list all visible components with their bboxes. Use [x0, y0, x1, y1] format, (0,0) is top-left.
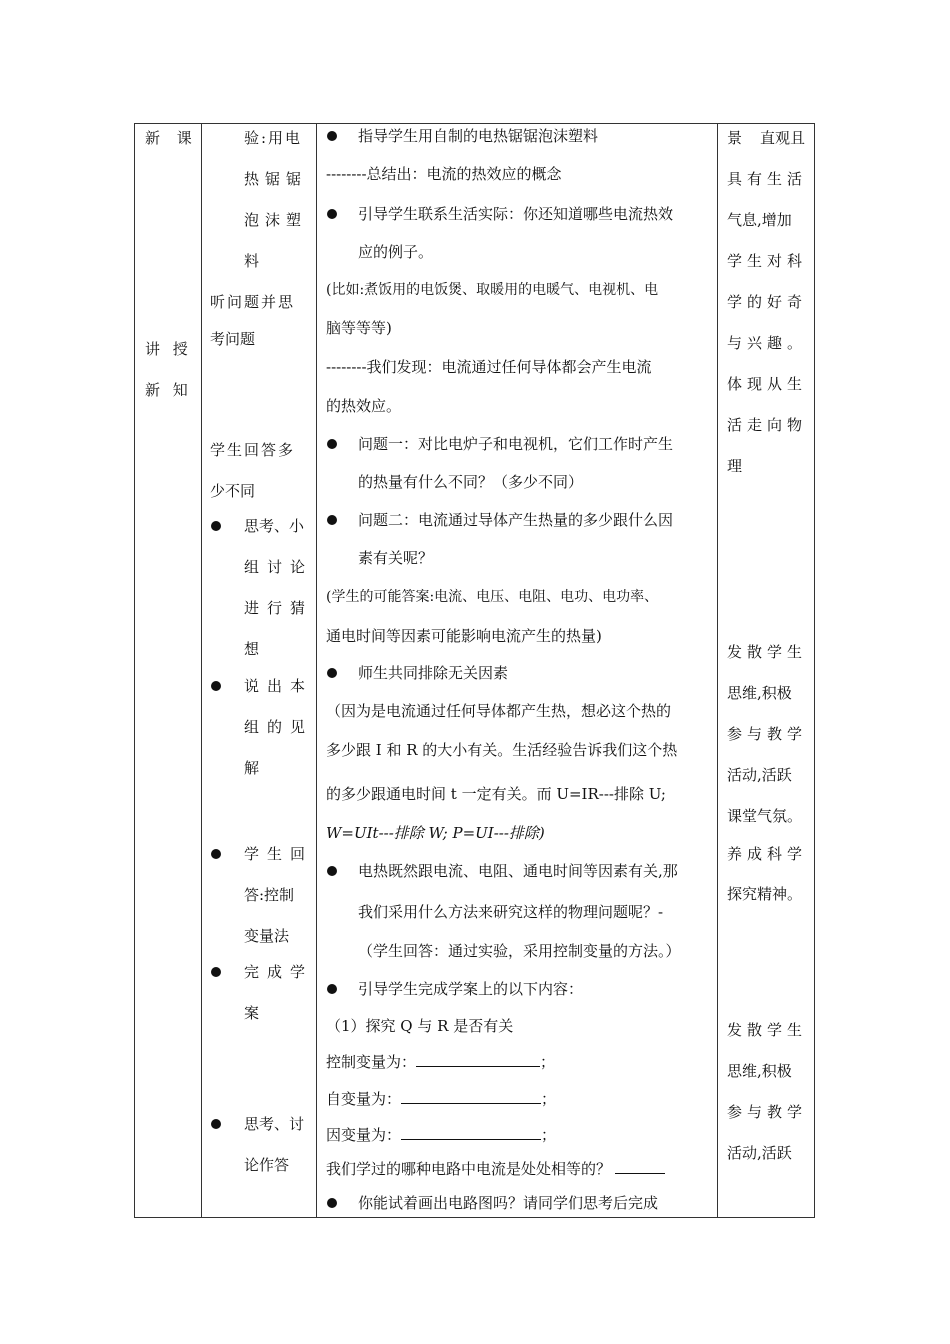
worksheet-label: 因变量为：: [326, 1126, 402, 1144]
design-intent-text: 课堂气氛。: [727, 807, 803, 825]
stage-label: 讲 授: [145, 340, 192, 358]
answer-blank: [615, 1159, 665, 1174]
student-activity-text: 组的见: [244, 718, 314, 736]
design-intent-text: [727, 128, 805, 148]
bullet-icon: [327, 209, 337, 219]
column-divider: [201, 123, 202, 1218]
design-intent-text: 具有生活: [727, 170, 808, 188]
design-intent-text: 参与教学: [727, 725, 808, 743]
teacher-activity-text: 引导学生联系生活实际：你还知道哪些电流热效: [358, 205, 674, 223]
design-intent-text: 活动,活跃: [727, 1144, 792, 1162]
teacher-activity-text: 通电时间等因素可能影响电流产生的热量): [326, 627, 602, 645]
worksheet-label: 我们学过的哪种电路中电流是处处相等的？: [326, 1160, 612, 1178]
teacher-activity-text: 你能试着画出电路图吗？请同学们思考后完成: [358, 1194, 659, 1212]
teacher-activity-text: 应的例子。: [358, 243, 434, 261]
student-activity-text: 组讨论: [244, 558, 314, 576]
student-activity-text: 想: [244, 640, 260, 658]
design-intent-text: 理: [727, 457, 743, 475]
design-intent-word: 景: [727, 129, 743, 147]
student-activity-text: 验:用电: [244, 129, 303, 147]
student-activity-text: 案: [244, 1004, 260, 1022]
student-activity-text: 思考、小: [244, 517, 305, 535]
teacher-activity-text: 电热既然跟电流、电阻、通电时间等因素有关,那: [358, 862, 678, 880]
bullet-icon: [211, 849, 221, 859]
design-intent-text: 学的好奇: [727, 293, 808, 311]
teacher-activity-text: W=UIt---排除 W; P=UI---排除): [326, 824, 545, 842]
design-intent-text: 探究精神。: [727, 885, 803, 903]
design-intent-text: 发散学生: [727, 1021, 808, 1039]
student-activity-text: 听问题并思: [210, 293, 296, 311]
design-intent-text: 学生对科: [727, 252, 808, 270]
bullet-icon: [327, 668, 337, 678]
design-intent-text: 思维,积极: [727, 1062, 792, 1080]
design-intent-text: 发散学生: [727, 643, 808, 661]
teacher-activity-text: --------我们发现：电流通过任何导体都会产生电流: [326, 358, 652, 376]
teacher-activity-text: 问题二：电流通过导体产生热量的多少跟什么因: [358, 511, 674, 529]
worksheet-line: [326, 1089, 556, 1109]
bullet-icon: [211, 681, 221, 691]
bullet-icon: [211, 1119, 221, 1129]
teacher-activity-text: （学生回答：通过实验，采用控制变量的方法。）: [358, 942, 681, 960]
worksheet-label: 控制变量为：: [326, 1053, 417, 1071]
teacher-activity-text: 素有关呢？: [358, 549, 434, 567]
teacher-activity-text: 的多少跟通电时间 t 一定有关。而 U=IR---排除 U;: [326, 785, 666, 803]
student-activity-text: 完成学: [244, 963, 314, 981]
design-intent-text: 参与教学: [727, 1103, 808, 1121]
student-activity-text: 变量法: [244, 927, 290, 945]
bullet-icon: [211, 521, 221, 531]
student-activity-text: 料: [244, 252, 260, 270]
design-intent-text: 活动,活跃: [727, 766, 792, 784]
teacher-activity-text: 脑等等等): [326, 319, 392, 337]
design-intent-text: 与兴趣。: [727, 334, 808, 352]
student-activity-text: 少不同: [210, 482, 256, 500]
design-intent-text: 思维,积极: [727, 684, 792, 702]
semicolon: ；: [541, 1090, 557, 1108]
design-intent-text: 气息,增加: [727, 211, 792, 229]
teacher-activity-text: 的热量有什么不同？（多少不同）: [358, 473, 584, 491]
design-intent-text: 活走向物: [727, 416, 808, 434]
worksheet-line: [326, 1125, 556, 1145]
answer-blank: [401, 1089, 541, 1104]
teacher-activity-text: 引导学生完成学案上的以下内容：: [358, 980, 584, 998]
bullet-icon: [211, 967, 221, 977]
bullet-icon: [327, 1198, 337, 1208]
stage-label: 新 知: [145, 381, 192, 399]
answer-blank: [401, 1125, 541, 1140]
design-intent-text: 体现从生: [727, 375, 808, 393]
stage-label: 新 课: [145, 129, 198, 147]
student-activity-text: 说出本: [244, 677, 314, 695]
bullet-icon: [327, 439, 337, 449]
bullet-icon: [327, 984, 337, 994]
teacher-activity-text: --------总结出：电流的热效应的概念: [326, 165, 562, 183]
design-intent-text: 养成科学: [727, 845, 808, 863]
design-intent-word: 直观且: [759, 129, 805, 147]
student-activity-text: 进行猜: [244, 599, 314, 617]
student-activity-text: 思考、讨: [244, 1115, 305, 1133]
worksheet-label: 自变量为：: [326, 1090, 402, 1108]
student-activity-text: 解: [244, 759, 260, 777]
student-activity-text: 答:控制: [244, 886, 295, 904]
teacher-activity-text: 师生共同排除无关因素: [358, 664, 509, 682]
teacher-activity-text: 的热效应。: [326, 397, 402, 415]
worksheet-line: [326, 1052, 555, 1072]
answer-blank: [416, 1052, 540, 1067]
worksheet-line: [326, 1159, 665, 1179]
student-activity-text: 学生回答多: [210, 441, 296, 459]
student-activity-text: 学生回: [244, 845, 314, 863]
student-activity-text: 考问题: [210, 330, 256, 348]
bullet-icon: [327, 866, 337, 876]
student-activity-text: 论作答: [244, 1156, 290, 1174]
bullet-icon: [327, 515, 337, 525]
teacher-activity-text: (学生的可能答案:电流、电压、电阻、电功、电功率、: [326, 589, 659, 605]
column-divider: [316, 123, 317, 1218]
column-divider: [717, 123, 718, 1218]
semicolon: ；: [541, 1126, 557, 1144]
teacher-activity-text: 多少跟 I 和 R 的大小有关。生活经验告诉我们这个热: [326, 741, 678, 759]
teacher-activity-text: 我们采用什么方法来研究这样的物理问题呢？-: [358, 903, 664, 921]
teacher-activity-text: 指导学生用自制的电热锯锯泡沫塑料: [358, 127, 599, 145]
teacher-activity-text: （因为是电流通过任何导体都产生热，想必这个热的: [326, 702, 672, 720]
teacher-activity-text: (比如:煮饭用的电饭煲、取暖用的电暖气、电视机、电: [326, 282, 659, 298]
teacher-activity-text: 问题一：对比电炉子和电视机，它们工作时产生: [358, 435, 674, 453]
student-activity-text: 热锯锯: [244, 170, 308, 188]
bullet-icon: [327, 131, 337, 141]
student-activity-text: 泡沫塑: [244, 211, 308, 229]
semicolon: ；: [540, 1053, 556, 1071]
teacher-activity-text: （1）探究 Q 与 R 是否有关: [326, 1017, 514, 1035]
